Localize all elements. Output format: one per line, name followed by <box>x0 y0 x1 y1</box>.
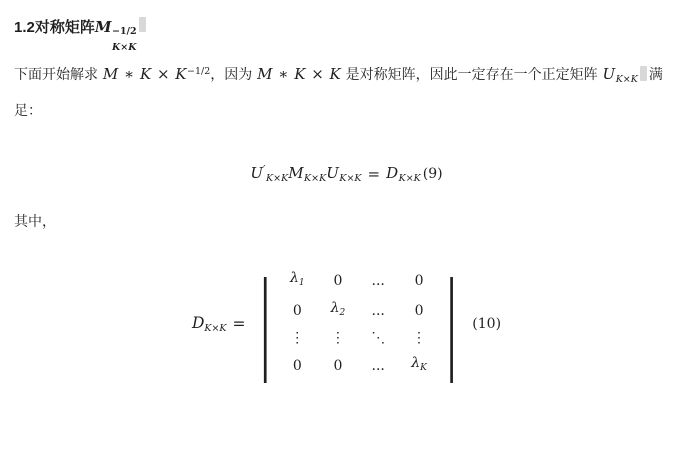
matrix-cell <box>398 266 440 296</box>
matrix-cell <box>398 296 440 326</box>
matrix-cell-text: λ <box>330 300 340 316</box>
eq9-d-sub: K×K <box>398 172 421 184</box>
paragraph-whereby: 其中， <box>14 213 56 229</box>
matrix-cell-text: ⋱ <box>371 330 386 346</box>
equation-10-tag: (10) <box>472 315 502 332</box>
matrix-cell <box>398 326 440 351</box>
section-heading <box>14 14 679 53</box>
matrix-body <box>277 266 440 381</box>
para1-part3: 是对称矩阵，因此一定存在一个正定矩阵 <box>345 66 598 82</box>
paragraph-intro <box>14 57 679 125</box>
heading-math-sup: −1/2 <box>111 26 137 37</box>
eq10-lhs <box>192 314 233 334</box>
eq9-m-base: M <box>288 163 304 182</box>
eq10-lhs-sub: K×K <box>204 322 227 334</box>
para1-math3-base: U <box>602 65 616 83</box>
eq9-d <box>386 164 421 184</box>
matrix-cell-text: λ <box>290 270 299 286</box>
matrix-cell <box>277 351 318 381</box>
matrix-row <box>277 296 440 326</box>
matrix-cell <box>358 266 398 296</box>
section-title-text: 对称矩阵 <box>34 19 95 36</box>
heading-math-sub: K×K <box>111 42 137 53</box>
matrix-cell <box>358 296 398 326</box>
matrix-left-bar: | <box>259 261 271 386</box>
para1-part4: 满足： <box>14 66 663 118</box>
matrix-cell <box>318 296 359 326</box>
para1-part1: 下面开始解求 <box>14 66 98 82</box>
matrix-cell-text: ... <box>371 302 385 319</box>
eq9-prime-mark: ′ <box>263 163 266 176</box>
para1-math3 <box>603 65 638 83</box>
matrix-cell-text: λ <box>411 355 421 371</box>
matrix-cell-text: ⋮ <box>290 330 305 346</box>
matrix-row <box>277 266 440 296</box>
matrix-cell-text: 0 <box>414 272 424 289</box>
matrix-cell-sub: 2 <box>339 308 346 318</box>
matrix-cell <box>277 266 318 296</box>
equation-10 <box>14 261 679 386</box>
matrix-cell <box>277 296 318 326</box>
eq9-u-base: U <box>326 163 339 182</box>
matrix-cell-text: 0 <box>292 302 302 319</box>
heading-math <box>94 14 138 53</box>
matrix-cell-sub: 1 <box>298 278 305 288</box>
eq9-equals: = <box>367 164 381 183</box>
matrix-cell-text: ⋮ <box>412 330 427 346</box>
equation-9-body <box>250 163 442 184</box>
matrix-cell-text: ⋮ <box>330 330 345 346</box>
eq9-u-prime-sub: K×K <box>266 173 289 184</box>
eq9-m-sub: K×K <box>304 172 327 184</box>
equation-10-body <box>191 261 502 386</box>
section-number: 1.2 <box>14 19 35 36</box>
text-caret-icon-2 <box>640 66 647 81</box>
matrix-cell-text: ... <box>371 272 385 289</box>
para1-math2: M ∗ K × K <box>257 65 341 83</box>
matrix-cell-text: 0 <box>292 357 302 374</box>
eq9-u-prime-base: U <box>250 164 264 182</box>
para1-part2: ，因为 <box>210 66 253 82</box>
matrix-row <box>277 351 440 381</box>
equation-9 <box>14 163 679 184</box>
matrix-cell <box>398 351 440 381</box>
matrix-row <box>277 326 440 351</box>
para1-math1 <box>103 65 210 83</box>
eq10-lhs-base: D <box>191 313 205 332</box>
eq9-d-base: D <box>386 163 399 182</box>
para1-math1-sup: −1/2 <box>187 66 211 77</box>
para1-math3-sub: K×K <box>615 74 638 85</box>
matrix-right-bar: | <box>445 261 458 386</box>
eq9-u-sub: K×K <box>339 172 362 184</box>
text-caret-icon <box>139 17 146 32</box>
eq9-u-prime <box>250 163 288 184</box>
matrix-cell-text: 0 <box>414 302 424 319</box>
matrix-cell <box>277 326 318 351</box>
heading-math-base: M <box>94 18 112 36</box>
matrix-cell <box>318 326 359 351</box>
eq9-u <box>326 164 361 184</box>
para1-math1-base: M ∗ K × K <box>102 65 187 83</box>
matrix-cell-text: 0 <box>333 272 343 289</box>
eq10-equals: = <box>232 314 246 333</box>
matrix-cell <box>318 266 359 296</box>
matrix-cell <box>358 326 398 351</box>
matrix-cell <box>318 351 359 381</box>
eq9-m <box>288 164 326 184</box>
matrix-cell-text: ... <box>371 357 385 374</box>
matrix-cell-text: 0 <box>333 357 343 374</box>
equation-9-tag: (9) <box>422 165 443 182</box>
matrix-cell <box>358 351 398 381</box>
diagonal-matrix <box>277 266 440 381</box>
matrix-cell-sub: K <box>420 363 427 373</box>
